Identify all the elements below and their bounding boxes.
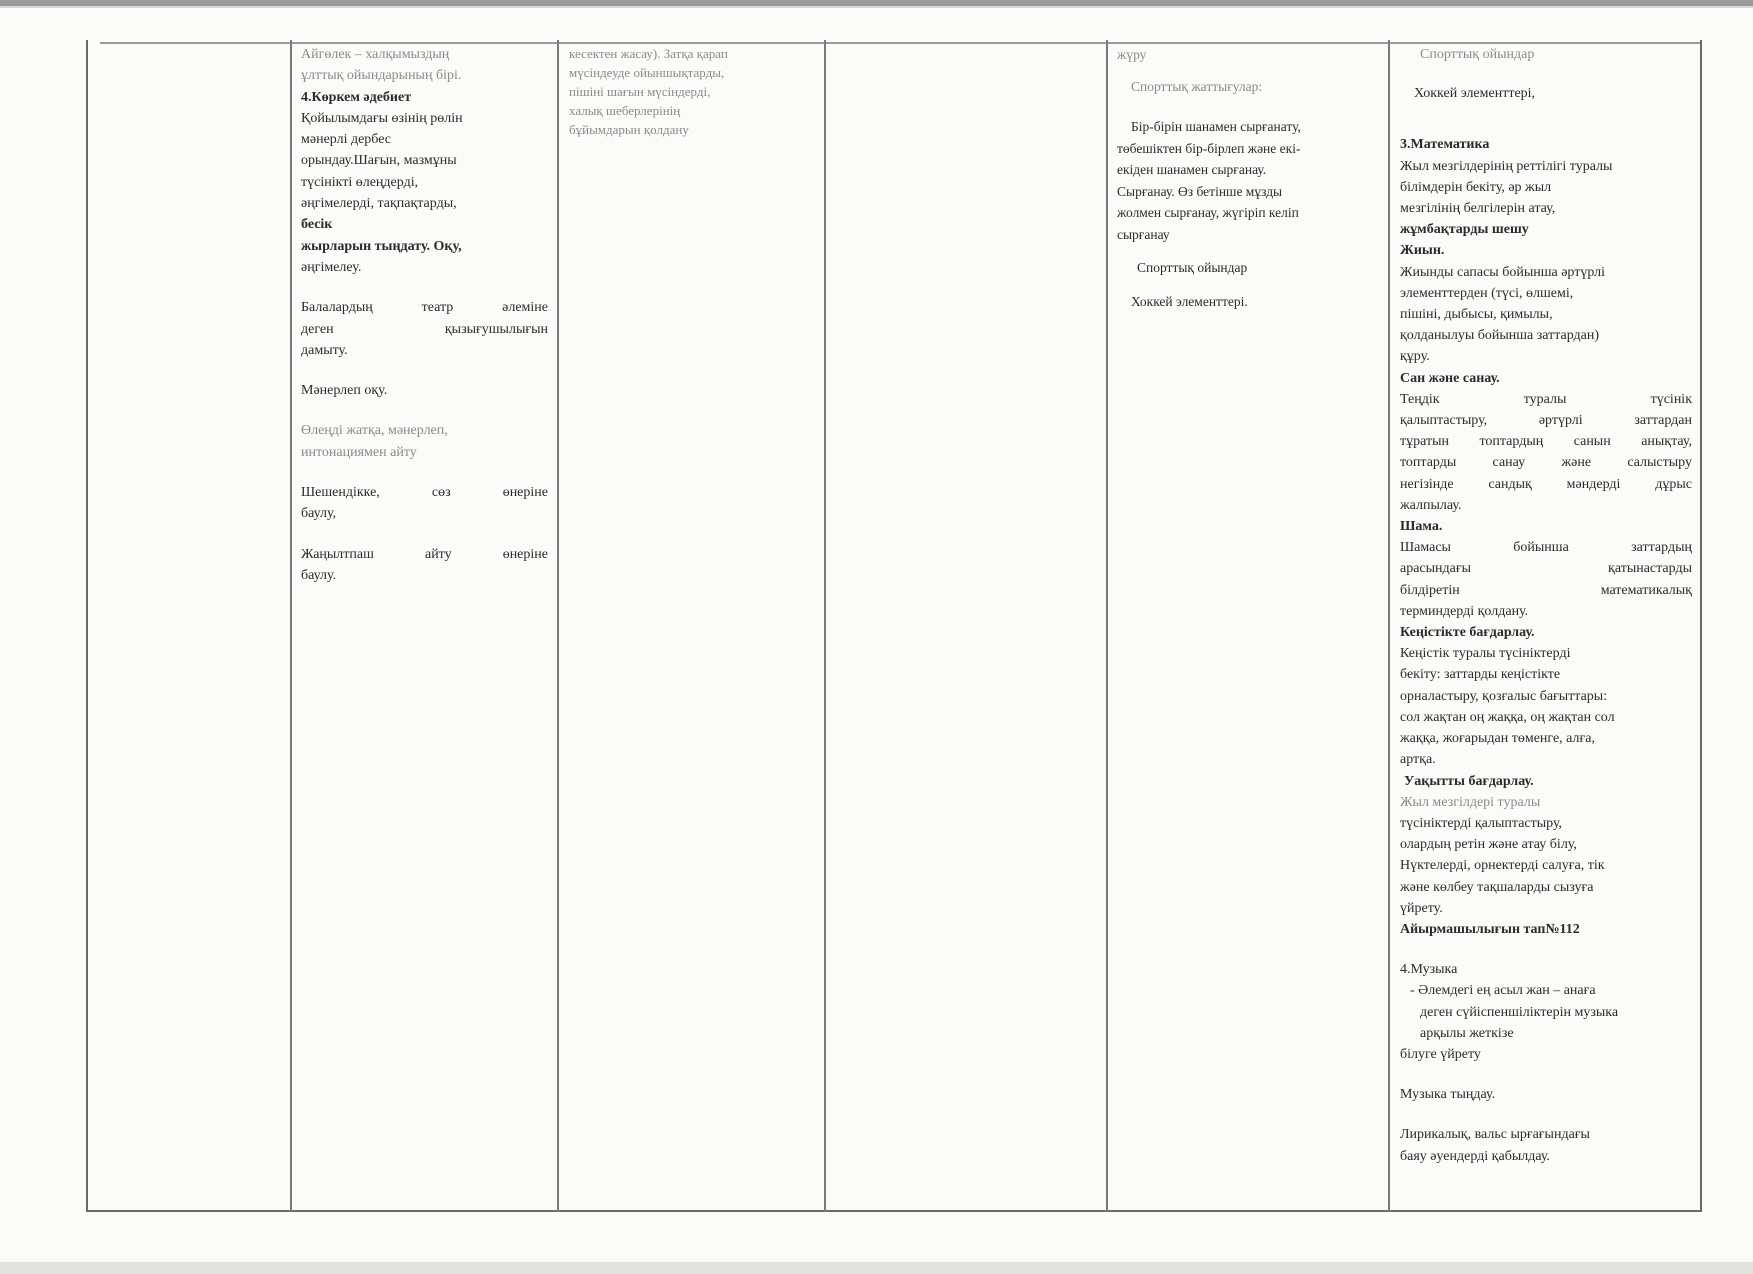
cell-text: Өлеңді жатқа, мәнерлеп, [301, 423, 448, 439]
cell-text: Шамасы бойынша заттардың [1400, 540, 1692, 556]
cell-text: жұмбақтарды шешу [1400, 222, 1529, 238]
cell-text: мезгілінің белгілерін атау, [1400, 201, 1556, 217]
cell-text: жолмен сырғанау, жүгіріп келіп [1117, 205, 1299, 220]
table-cell-col3 [569, 44, 814, 139]
cell-text: әңгімелерді, тақпақтарды, [301, 196, 457, 212]
cell-text: қолданылуы бойынша заттардан) [1400, 328, 1600, 344]
cell-text: бұйымдарын қолдану [569, 122, 689, 137]
cell-text: мүсіндеуде ойыншықтарды, [569, 65, 725, 80]
cell-text: екіден шанамен сырғанау. [1117, 162, 1267, 177]
cell-text: тұратын топтардың санын анықтау, [1400, 434, 1692, 450]
cell-text: негізінде сандық мәндерді дұрыс [1400, 476, 1692, 492]
cell-text: Лирикалық, вальс ырғағындағы [1400, 1127, 1590, 1143]
cell-text: баяу әуендерді қабылдау. [1400, 1148, 1550, 1164]
cell-text: Музыка тыңдау. [1400, 1087, 1496, 1103]
section-heading: Айырмашылығын тап№112 [1400, 921, 1580, 937]
cell-text: деген қызығушылығын [301, 321, 548, 337]
cell-text: артқа. [1400, 752, 1436, 768]
table-cell-col5 [1117, 44, 1379, 312]
section-heading: Уақытты бағдарлау. [1404, 773, 1534, 789]
cell-text: Мәнерлеп оқу. [301, 383, 388, 399]
cell-text: білдіретін математикалық [1400, 582, 1692, 598]
cell-text: Хоккей элементтері, [1414, 86, 1536, 102]
cell-text: сол жақтан оң жаққа, оң жақтан сол [1400, 709, 1615, 725]
cell-text: орындау.Шағын, мазмұны [301, 153, 457, 169]
scan-bottom-edge [0, 1262, 1753, 1274]
cell-text: Спорттық ойындар [1420, 47, 1535, 62]
cell-text: Жиынды сапасы бойынша әртүрлі [1400, 264, 1606, 280]
cell-text: Балалардың театр әлеміне [301, 300, 548, 316]
cell-text: түсінікті өлеңдерді, [301, 174, 419, 190]
cell-text: үйрету. [1400, 900, 1443, 916]
cell-text: жырларын тыңдату. Оқу, [301, 238, 462, 254]
cell-text: Хоккей элементтері. [1131, 293, 1248, 309]
section-heading: Кеңістікте бағдарлау. [1400, 625, 1535, 641]
cell-text: Шешендікке, сөз өнеріне [301, 485, 548, 501]
table-cell-col6 [1400, 44, 1692, 1167]
scan-top-shadow [0, 6, 1753, 8]
column-divider [1106, 40, 1108, 1212]
section-heading: Жиын. [1400, 243, 1445, 259]
cell-text: сырғанау [1117, 226, 1170, 242]
cell-text: жалпылау. [1400, 497, 1462, 513]
section-heading: Сан және санау. [1400, 370, 1500, 386]
cell-text: орналастыру, қозғалыс бағыттары: [1400, 688, 1608, 704]
cell-text: Айгөлек – халқымыздың [301, 47, 450, 62]
cell-text: бекіту: заттарды кеңістікте [1400, 667, 1561, 683]
cell-text: әңгімелеу. [301, 259, 362, 275]
cell-text: мәнерлі дербес [301, 132, 392, 148]
cell-text: Спорттық жаттығулар: [1131, 78, 1263, 94]
cell-text: Жыл мезгілдері туралы [1400, 794, 1541, 810]
cell-text: топтарды санау және салыстыру [1400, 455, 1692, 471]
cell-text: білуге үйрету [1400, 1046, 1481, 1062]
cell-text: Спорттық ойындар [1137, 260, 1248, 275]
cell-text: жүру [1117, 47, 1147, 62]
cell-text: Бір-бірін шанамен сырғанату, [1131, 119, 1301, 134]
cell-text: жаққа, жоғарыдан төменге, алға, [1400, 731, 1595, 747]
section-heading: 4.Көркем әдебиет [301, 89, 412, 105]
cell-text: төбешіктен бір-бірлеп және екі- [1117, 140, 1301, 156]
cell-text: - Әлемдегі ең асыл жан – анаға [1410, 983, 1596, 999]
cell-text: баулу. [301, 567, 337, 583]
column-divider [1388, 40, 1390, 1212]
cell-text: білімдерін бекіту, әр жыл [1400, 179, 1552, 195]
cell-text: ұлттық ойындарының бірі. [301, 68, 462, 84]
cell-text: Сырғанау. Өз бетінше мұзды [1117, 183, 1283, 199]
cell-text: интонациямен айту [301, 444, 417, 460]
cell-text: олардың ретін және атау білу, [1400, 837, 1577, 853]
cell-text: арқылы жеткізе [1420, 1025, 1514, 1041]
cell-text: деген сүйіспеншіліктерін музыка [1420, 1004, 1619, 1020]
cell-text: халық шеберлерінің [569, 103, 681, 118]
section-heading: Шама. [1400, 519, 1443, 535]
cell-text: және көлбеу тақшаларды сызуға [1400, 879, 1594, 895]
cell-text: Кеңістік туралы түсініктерді [1400, 646, 1571, 662]
section-heading: 3.Математика [1400, 137, 1490, 153]
cell-text: дамыту. [301, 342, 348, 358]
cell-text: Қойылымдағы өзінің рөлін [301, 110, 463, 126]
cell-text: пішіні шағын мүсіндерді, [569, 84, 711, 99]
cell-text: құру. [1400, 349, 1430, 365]
cell-text: баулу, [301, 506, 337, 522]
cell-text: бесік [301, 217, 333, 233]
cell-text: қалыптастыру, әртүрлі заттардан [1400, 413, 1692, 429]
cell-text: Жыл мезгілдерінің реттілігі туралы [1400, 158, 1613, 174]
section-heading: 4.Музыка [1400, 962, 1458, 978]
cell-text: пішіні, дыбысы, қимылы, [1400, 307, 1553, 323]
column-divider [557, 40, 559, 1212]
cell-text: терминдерді қолдану. [1400, 603, 1529, 619]
cell-text: элементтерден (түсі, өлшемі, [1400, 285, 1574, 301]
cell-text: кесектен жасау). Затқа қарап [569, 46, 728, 61]
cell-text: түсініктерді қалыптастыру, [1400, 815, 1563, 831]
cell-text: Теңдік туралы түсінік [1400, 391, 1692, 407]
table-cell-col2 [301, 44, 548, 586]
column-divider [290, 40, 292, 1212]
cell-text: Жаңылтпаш айту өнеріне [301, 546, 548, 562]
column-divider [824, 40, 826, 1212]
cell-text: Нүктелерді, орнектерді салуға, тік [1400, 858, 1605, 874]
cell-text: арасындағы қатынастарды [1400, 561, 1692, 577]
